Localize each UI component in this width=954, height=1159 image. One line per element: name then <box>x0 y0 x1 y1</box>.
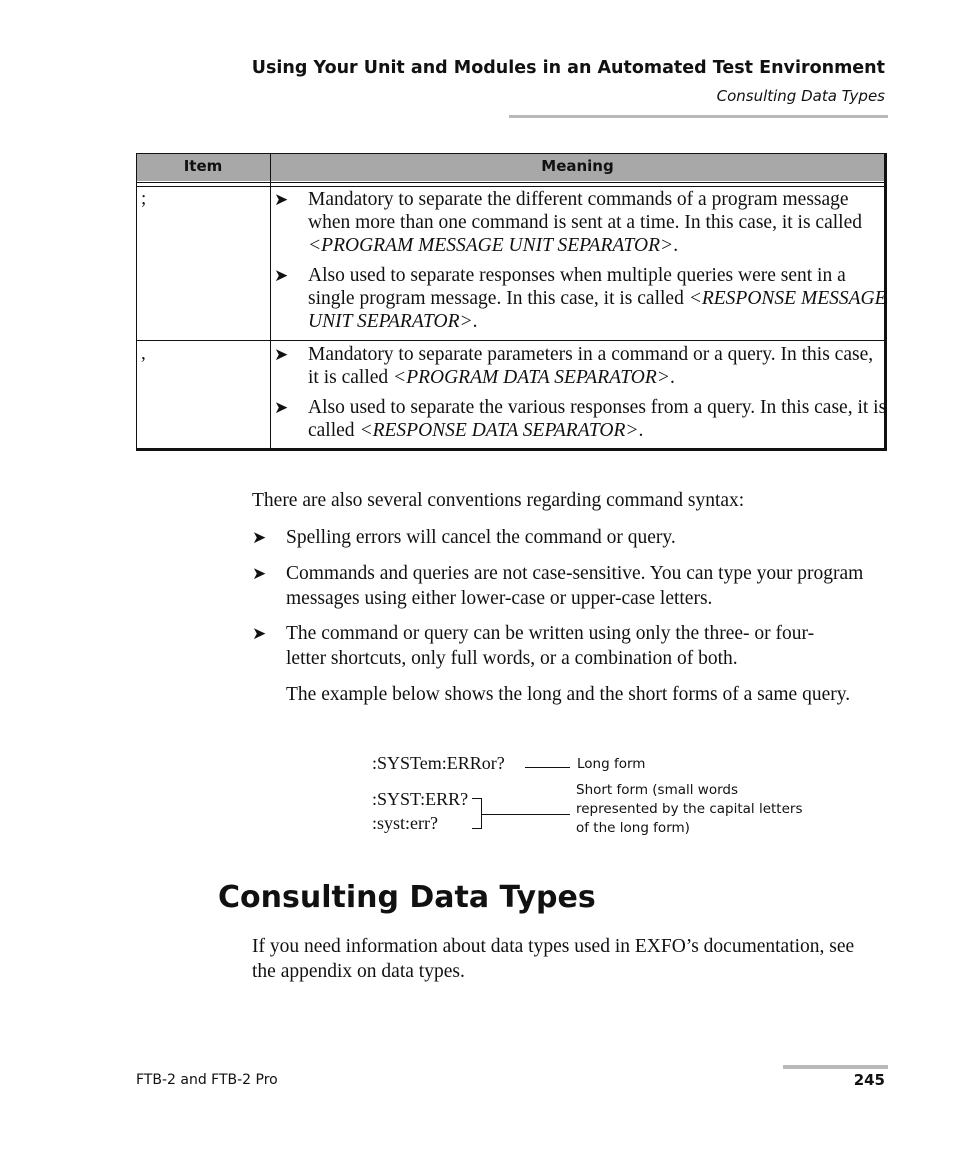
arrow-bullet-icon: ➤ <box>252 528 267 547</box>
running-header-title: Using Your Unit and Modules in an Automated Test Environment <box>251 58 885 78</box>
arrow-bullet-icon: ➤ <box>274 345 289 364</box>
table-bullet: ➤ Also used to separate the various responses from a query. In this case, it is called <RESPONSE DATA SEPARATOR>. <box>274 397 887 441</box>
table-bullet: ➤ Also used to separate responses when multiple queries were sent in a single program message. In this case, it is called <RESPONSE MESSAGE UNIT SEPARATOR>. <box>274 265 887 332</box>
arrow-bullet-icon: ➤ <box>274 398 289 417</box>
long-form-label: Long form <box>577 756 646 772</box>
short-form-connector <box>482 814 570 815</box>
item-comma: , <box>141 343 146 364</box>
column-header-meaning: Meaning <box>541 157 614 175</box>
arrow-bullet-icon: ➤ <box>274 266 289 285</box>
page-number: 245 <box>853 1071 885 1089</box>
short-form-code-lower: :syst:err? <box>372 813 438 833</box>
arrow-bullet-icon: ➤ <box>252 624 267 643</box>
list-item: Spelling errors will cancel the command or query. <box>286 527 676 548</box>
column-header-item: Item <box>183 157 223 175</box>
separator-table <box>136 153 887 451</box>
long-form-code: :SYSTem:ERRor? <box>372 753 505 773</box>
example-intro: The example below shows the long and the short forms of a same query. <box>286 684 851 705</box>
syntax-intro: There are also several conventions regarding command syntax: <box>252 490 745 511</box>
long-form-connector <box>525 767 570 768</box>
header-rule <box>509 115 888 118</box>
arrow-bullet-icon: ➤ <box>252 564 267 583</box>
table-bullet: ➤ Mandatory to separate parameters in a command or a query. In this case, it is called <PROGRAM DATA SEPARATOR>. <box>274 344 874 388</box>
running-header-subtitle: Consulting Data Types <box>716 87 885 105</box>
short-form-label: Short form (small words represented by the capital letters of the long form) <box>576 782 803 836</box>
section-heading: Consulting Data Types <box>218 880 596 915</box>
table-bullet: ➤ Mandatory to separate the different commands of a program message when more than one command is sent at a time. In this case, it is called <PROGRAM MESSAGE UNIT SEPARATOR>. <box>274 189 862 256</box>
footer-product-name: FTB-2 and FTB-2 Pro <box>136 1072 278 1088</box>
bracket-bottom <box>472 828 482 829</box>
short-form-code-upper: :SYST:ERR? <box>372 789 469 809</box>
item-semicolon: ; <box>141 188 147 209</box>
arrow-bullet-icon: ➤ <box>274 190 289 209</box>
list-item: The command or query can be written using only the three- or four-letter shortcuts, only full words, or a combination of both. <box>286 623 815 669</box>
footer-rule <box>783 1065 888 1069</box>
section-text: If you need information about data types used in EXFO’s documentation, see the appendix on data types. <box>252 936 855 982</box>
list-item: Commands and queries are not case-sensitive. You can type your program messages using either lower-case or upper-case letters. <box>286 563 864 609</box>
